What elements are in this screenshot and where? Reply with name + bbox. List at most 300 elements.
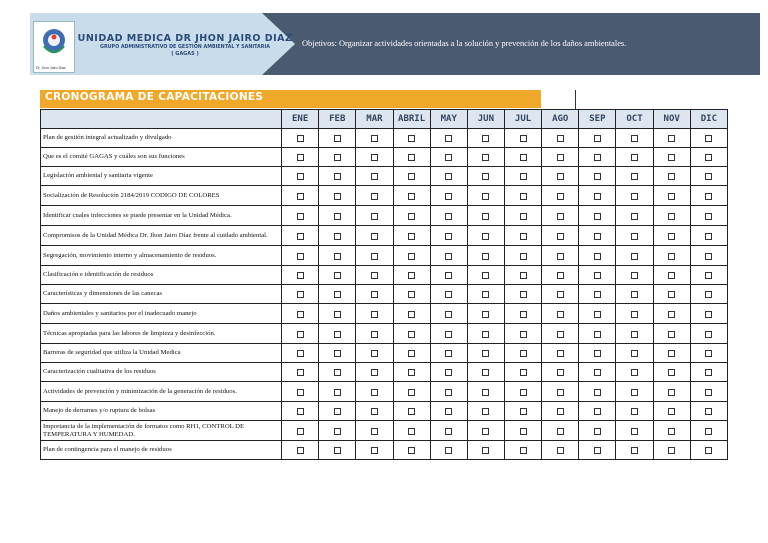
checkbox-jun[interactable] — [482, 447, 489, 454]
checkbox-jun[interactable] — [482, 331, 489, 338]
checkbox-dic[interactable] — [705, 350, 712, 357]
checkbox-mar[interactable] — [371, 408, 378, 415]
checkbox-jul[interactable] — [520, 193, 527, 200]
checkbox-sep[interactable] — [594, 447, 601, 454]
checkbox-feb[interactable] — [334, 408, 341, 415]
schedule-cell — [653, 382, 690, 402]
checkbox-oct[interactable] — [631, 154, 638, 161]
checkbox-ene[interactable] — [297, 331, 304, 338]
checkbox-feb[interactable] — [334, 272, 341, 279]
checkbox-ago[interactable] — [557, 213, 564, 220]
checkbox-ene[interactable] — [297, 272, 304, 279]
checkbox-ago[interactable] — [557, 389, 564, 396]
checkbox-nov[interactable] — [668, 428, 675, 435]
checkbox-may[interactable] — [445, 311, 452, 318]
table-row — [41, 382, 728, 402]
checkbox-sep[interactable] — [594, 389, 601, 396]
checkbox-ago[interactable] — [557, 253, 564, 260]
checkbox-feb[interactable] — [334, 173, 341, 180]
checkbox-ene[interactable] — [297, 193, 304, 200]
checkbox-abril[interactable] — [408, 213, 415, 220]
checkbox-ago[interactable] — [557, 350, 564, 357]
checkbox-sep[interactable] — [594, 408, 601, 415]
table-row — [41, 402, 728, 421]
checkbox-nov[interactable] — [668, 291, 675, 298]
checkbox-may[interactable] — [445, 408, 452, 415]
schedule-cell — [282, 363, 319, 382]
checkbox-jun[interactable] — [482, 311, 489, 318]
schedule-cell — [393, 285, 430, 304]
schedule-cell — [319, 167, 356, 186]
checkbox-feb[interactable] — [334, 154, 341, 161]
checkbox-abril[interactable] — [408, 173, 415, 180]
checkbox-sep[interactable] — [594, 272, 601, 279]
checkbox-nov[interactable] — [668, 369, 675, 376]
checkbox-may[interactable] — [445, 447, 452, 454]
schedule-cell — [616, 148, 653, 167]
checkbox-abril[interactable] — [408, 154, 415, 161]
month-header-dic: DIC — [690, 110, 727, 129]
schedule-cell — [467, 441, 504, 460]
checkbox-mar[interactable] — [371, 253, 378, 260]
checkbox-abril[interactable] — [408, 193, 415, 200]
checkbox-may[interactable] — [445, 272, 452, 279]
schedule-cell — [616, 246, 653, 266]
schedule-cell — [616, 226, 653, 246]
schedule-cell — [467, 129, 504, 148]
schedule-cell — [653, 246, 690, 266]
checkbox-jun[interactable] — [482, 253, 489, 260]
checkbox-nov[interactable] — [668, 173, 675, 180]
checkbox-feb[interactable] — [334, 350, 341, 357]
checkbox-nov[interactable] — [668, 213, 675, 220]
schedule-cell — [579, 344, 616, 363]
checkbox-sep[interactable] — [594, 428, 601, 435]
schedule-cell — [356, 285, 393, 304]
schedule-cell — [653, 402, 690, 421]
schedule-cell — [319, 421, 356, 441]
activity-label: Actividades de prevención y minimización de la generación de residuos. — [41, 382, 282, 402]
schedule-cell — [504, 304, 541, 324]
checkbox-jul[interactable] — [520, 135, 527, 142]
schedule-cell — [282, 402, 319, 421]
checkbox-mar[interactable] — [371, 311, 378, 318]
checkbox-abril[interactable] — [408, 233, 415, 240]
schedule-cell — [319, 206, 356, 226]
schedule-cell — [542, 266, 579, 285]
schedule-cell — [282, 186, 319, 206]
schedule-cell — [467, 148, 504, 167]
month-header-row — [41, 110, 728, 129]
checkbox-may[interactable] — [445, 233, 452, 240]
table-row — [41, 246, 728, 266]
checkbox-ene[interactable] — [297, 154, 304, 161]
checkbox-abril[interactable] — [408, 135, 415, 142]
checkbox-oct[interactable] — [631, 447, 638, 454]
checkbox-ago[interactable] — [557, 173, 564, 180]
checkbox-sep[interactable] — [594, 213, 601, 220]
checkbox-jul[interactable] — [520, 272, 527, 279]
table-row — [41, 324, 728, 344]
checkbox-jun[interactable] — [482, 389, 489, 396]
schedule-cell — [579, 186, 616, 206]
checkbox-mar[interactable] — [371, 291, 378, 298]
schedule-cell — [393, 186, 430, 206]
checkbox-mar[interactable] — [371, 135, 378, 142]
checkbox-sep[interactable] — [594, 193, 601, 200]
schedule-cell — [542, 363, 579, 382]
checkbox-nov[interactable] — [668, 193, 675, 200]
schedule-cell — [430, 382, 467, 402]
schedule-cell — [690, 304, 727, 324]
schedule-cell — [356, 421, 393, 441]
checkbox-ene[interactable] — [297, 291, 304, 298]
schedule-cell — [616, 344, 653, 363]
checkbox-feb[interactable] — [334, 369, 341, 376]
checkbox-jul[interactable] — [520, 408, 527, 415]
checkbox-oct[interactable] — [631, 369, 638, 376]
checkbox-may[interactable] — [445, 350, 452, 357]
checkbox-may[interactable] — [445, 154, 452, 161]
checkbox-mar[interactable] — [371, 173, 378, 180]
organization-block — [76, 33, 294, 57]
checkbox-may[interactable] — [445, 291, 452, 298]
checkbox-feb[interactable] — [334, 291, 341, 298]
checkbox-jun[interactable] — [482, 369, 489, 376]
schedule-cell — [430, 402, 467, 421]
activity-label: Clasificación e identificación de residuos — [41, 266, 282, 285]
checkbox-dic[interactable] — [705, 447, 712, 454]
checkbox-oct[interactable] — [631, 193, 638, 200]
checkbox-dic[interactable] — [705, 154, 712, 161]
checkbox-nov[interactable] — [668, 350, 675, 357]
checkbox-mar[interactable] — [371, 428, 378, 435]
checkbox-jul[interactable] — [520, 369, 527, 376]
checkbox-jun[interactable] — [482, 135, 489, 142]
table-row — [41, 421, 728, 441]
schedule-cell — [616, 324, 653, 344]
checkbox-jul[interactable] — [520, 213, 527, 220]
checkbox-ago[interactable] — [557, 369, 564, 376]
checkbox-abril[interactable] — [408, 291, 415, 298]
checkbox-ene[interactable] — [297, 233, 304, 240]
checkbox-dic[interactable] — [705, 428, 712, 435]
checkbox-abril[interactable] — [408, 253, 415, 260]
checkbox-mar[interactable] — [371, 369, 378, 376]
checkbox-abril[interactable] — [408, 369, 415, 376]
schedule-cell — [616, 363, 653, 382]
checkbox-jun[interactable] — [482, 291, 489, 298]
schedule-cell — [393, 441, 430, 460]
checkbox-ene[interactable] — [297, 253, 304, 260]
schedule-cell — [653, 226, 690, 246]
checkbox-mar[interactable] — [371, 331, 378, 338]
checkbox-dic[interactable] — [705, 291, 712, 298]
checkbox-sep[interactable] — [594, 311, 601, 318]
checkbox-ago[interactable] — [557, 428, 564, 435]
checkbox-feb[interactable] — [334, 135, 341, 142]
checkbox-dic[interactable] — [705, 233, 712, 240]
checkbox-oct[interactable] — [631, 389, 638, 396]
checkbox-dic[interactable] — [705, 408, 712, 415]
checkbox-may[interactable] — [445, 331, 452, 338]
schedule-cell — [319, 226, 356, 246]
checkbox-mar[interactable] — [371, 389, 378, 396]
schedule-cell — [579, 167, 616, 186]
checkbox-oct[interactable] — [631, 213, 638, 220]
activity-column-header — [41, 110, 282, 129]
schedule-cell — [393, 324, 430, 344]
schedule-cell — [319, 129, 356, 148]
checkbox-ene[interactable] — [297, 369, 304, 376]
checkbox-may[interactable] — [445, 428, 452, 435]
checkbox-ene[interactable] — [297, 389, 304, 396]
checkbox-mar[interactable] — [371, 154, 378, 161]
schedule-cell — [616, 421, 653, 441]
checkbox-ago[interactable] — [557, 272, 564, 279]
checkbox-jul[interactable] — [520, 291, 527, 298]
schedule-cell — [467, 226, 504, 246]
checkbox-ago[interactable] — [557, 193, 564, 200]
schedule-cell — [467, 344, 504, 363]
checkbox-nov[interactable] — [668, 389, 675, 396]
checkbox-ene[interactable] — [297, 428, 304, 435]
checkbox-jul[interactable] — [520, 447, 527, 454]
checkbox-may[interactable] — [445, 173, 452, 180]
checkbox-mar[interactable] — [371, 447, 378, 454]
schedule-cell — [356, 206, 393, 226]
checkbox-may[interactable] — [445, 253, 452, 260]
schedule-cell — [393, 304, 430, 324]
checkbox-dic[interactable] — [705, 193, 712, 200]
schedule-cell — [653, 363, 690, 382]
schedule-cell — [282, 226, 319, 246]
schedule-cell — [467, 186, 504, 206]
checkbox-dic[interactable] — [705, 213, 712, 220]
checkbox-jul[interactable] — [520, 389, 527, 396]
checkbox-sep[interactable] — [594, 173, 601, 180]
organization-abbreviation: ( GAGAS ) — [171, 51, 199, 57]
checkbox-abril[interactable] — [408, 272, 415, 279]
checkbox-ago[interactable] — [557, 291, 564, 298]
checkbox-sep[interactable] — [594, 369, 601, 376]
schedule-cell — [616, 129, 653, 148]
checkbox-jul[interactable] — [520, 331, 527, 338]
schedule-cell — [579, 402, 616, 421]
schedule-cell — [430, 226, 467, 246]
schedule-cell — [282, 246, 319, 266]
schedule-cell — [467, 363, 504, 382]
checkbox-ago[interactable] — [557, 154, 564, 161]
checkbox-dic[interactable] — [705, 173, 712, 180]
checkbox-nov[interactable] — [668, 331, 675, 338]
checkbox-feb[interactable] — [334, 331, 341, 338]
checkbox-may[interactable] — [445, 213, 452, 220]
checkbox-feb[interactable] — [334, 213, 341, 220]
checkbox-sep[interactable] — [594, 154, 601, 161]
checkbox-oct[interactable] — [631, 428, 638, 435]
checkbox-ago[interactable] — [557, 447, 564, 454]
checkbox-ene[interactable] — [297, 173, 304, 180]
checkbox-may[interactable] — [445, 369, 452, 376]
checkbox-dic[interactable] — [705, 331, 712, 338]
checkbox-oct[interactable] — [631, 233, 638, 240]
checkbox-nov[interactable] — [668, 311, 675, 318]
checkbox-nov[interactable] — [668, 272, 675, 279]
checkbox-abril[interactable] — [408, 447, 415, 454]
checkbox-abril[interactable] — [408, 311, 415, 318]
checkbox-nov[interactable] — [668, 154, 675, 161]
checkbox-jun[interactable] — [482, 193, 489, 200]
schedule-cell — [690, 382, 727, 402]
checkbox-sep[interactable] — [594, 291, 601, 298]
checkbox-feb[interactable] — [334, 447, 341, 454]
schedule-cell — [653, 167, 690, 186]
checkbox-abril[interactable] — [408, 428, 415, 435]
schedule-cell — [579, 246, 616, 266]
checkbox-ago[interactable] — [557, 311, 564, 318]
schedule-cell — [690, 266, 727, 285]
schedule-cell — [579, 226, 616, 246]
schedule-cell — [319, 186, 356, 206]
checkbox-oct[interactable] — [631, 253, 638, 260]
checkbox-jun[interactable] — [482, 233, 489, 240]
checkbox-jun[interactable] — [482, 350, 489, 357]
checkbox-sep[interactable] — [594, 135, 601, 142]
checkbox-mar[interactable] — [371, 350, 378, 357]
checkbox-nov[interactable] — [668, 447, 675, 454]
checkbox-oct[interactable] — [631, 291, 638, 298]
schedule-cell — [504, 266, 541, 285]
activity-label: Segregación, movimiento interno y almacenamiento de residuos. — [41, 246, 282, 266]
month-header-jul: JUL — [504, 110, 541, 129]
checkbox-mar[interactable] — [371, 193, 378, 200]
checkbox-ene[interactable] — [297, 408, 304, 415]
checkbox-dic[interactable] — [705, 135, 712, 142]
checkbox-jul[interactable] — [520, 428, 527, 435]
checkbox-jun[interactable] — [482, 272, 489, 279]
schedule-cell — [542, 129, 579, 148]
checkbox-dic[interactable] — [705, 369, 712, 376]
checkbox-mar[interactable] — [371, 233, 378, 240]
schedule-cell — [282, 344, 319, 363]
checkbox-may[interactable] — [445, 389, 452, 396]
checkbox-jun[interactable] — [482, 154, 489, 161]
schedule-cell — [579, 129, 616, 148]
schedule-cell — [616, 206, 653, 226]
schedule-cell — [616, 441, 653, 460]
checkbox-ene[interactable] — [297, 135, 304, 142]
checkbox-abril[interactable] — [408, 350, 415, 357]
checkbox-oct[interactable] — [631, 173, 638, 180]
schedule-cell — [430, 441, 467, 460]
schedule-cell — [504, 344, 541, 363]
checkbox-ene[interactable] — [297, 447, 304, 454]
checkbox-dic[interactable] — [705, 311, 712, 318]
checkbox-jun[interactable] — [482, 408, 489, 415]
schedule-cell — [542, 324, 579, 344]
checkbox-nov[interactable] — [668, 135, 675, 142]
schedule-cell — [467, 246, 504, 266]
checkbox-sep[interactable] — [594, 331, 601, 338]
checkbox-nov[interactable] — [668, 408, 675, 415]
checkbox-oct[interactable] — [631, 331, 638, 338]
checkbox-ene[interactable] — [297, 350, 304, 357]
checkbox-feb[interactable] — [334, 389, 341, 396]
month-header-mar: MAR — [356, 110, 393, 129]
checkbox-jul[interactable] — [520, 233, 527, 240]
checkbox-jul[interactable] — [520, 154, 527, 161]
schedule-cell — [579, 324, 616, 344]
checkbox-nov[interactable] — [668, 233, 675, 240]
schedule-cell — [356, 382, 393, 402]
month-header-ene: ENE — [282, 110, 319, 129]
checkbox-nov[interactable] — [668, 253, 675, 260]
checkbox-dic[interactable] — [705, 253, 712, 260]
checkbox-jul[interactable] — [520, 311, 527, 318]
checkbox-oct[interactable] — [631, 350, 638, 357]
schedule-cell — [319, 324, 356, 344]
checkbox-ago[interactable] — [557, 331, 564, 338]
checkbox-ene[interactable] — [297, 311, 304, 318]
checkbox-ago[interactable] — [557, 135, 564, 142]
checkbox-abril[interactable] — [408, 331, 415, 338]
checkbox-sep[interactable] — [594, 233, 601, 240]
checkbox-jul[interactable] — [520, 173, 527, 180]
checkbox-feb[interactable] — [334, 253, 341, 260]
checkbox-oct[interactable] — [631, 272, 638, 279]
checkbox-sep[interactable] — [594, 253, 601, 260]
checkbox-jun[interactable] — [482, 428, 489, 435]
schedule-cell — [504, 206, 541, 226]
checkbox-may[interactable] — [445, 135, 452, 142]
schedule-cell — [504, 382, 541, 402]
schedule-cell — [282, 304, 319, 324]
schedule-cell — [356, 402, 393, 421]
checkbox-oct[interactable] — [631, 408, 638, 415]
checkbox-oct[interactable] — [631, 135, 638, 142]
schedule-cell — [616, 186, 653, 206]
checkbox-may[interactable] — [445, 193, 452, 200]
checkbox-ago[interactable] — [557, 233, 564, 240]
checkbox-dic[interactable] — [705, 389, 712, 396]
checkbox-feb[interactable] — [334, 193, 341, 200]
checkbox-jul[interactable] — [520, 350, 527, 357]
checkbox-jul[interactable] — [520, 253, 527, 260]
schedule-cell — [467, 285, 504, 304]
checkbox-feb[interactable] — [334, 233, 341, 240]
checkbox-feb[interactable] — [334, 311, 341, 318]
checkbox-mar[interactable] — [371, 272, 378, 279]
checkbox-ene[interactable] — [297, 213, 304, 220]
checkbox-ago[interactable] — [557, 408, 564, 415]
activity-label: Manejo de derrames y/o ruptura de bolsas — [41, 402, 282, 421]
checkbox-sep[interactable] — [594, 350, 601, 357]
checkbox-feb[interactable] — [334, 428, 341, 435]
checkbox-oct[interactable] — [631, 311, 638, 318]
checkbox-abril[interactable] — [408, 389, 415, 396]
schedule-cell — [282, 266, 319, 285]
checkbox-dic[interactable] — [705, 272, 712, 279]
checkbox-jun[interactable] — [482, 173, 489, 180]
activity-label: Que es el comité GAGAS y cuáles son sus funciones — [41, 148, 282, 167]
table-row — [41, 148, 728, 167]
checkbox-mar[interactable] — [371, 213, 378, 220]
schedule-cell — [579, 285, 616, 304]
checkbox-abril[interactable] — [408, 408, 415, 415]
table-row — [41, 285, 728, 304]
checkbox-jun[interactable] — [482, 213, 489, 220]
